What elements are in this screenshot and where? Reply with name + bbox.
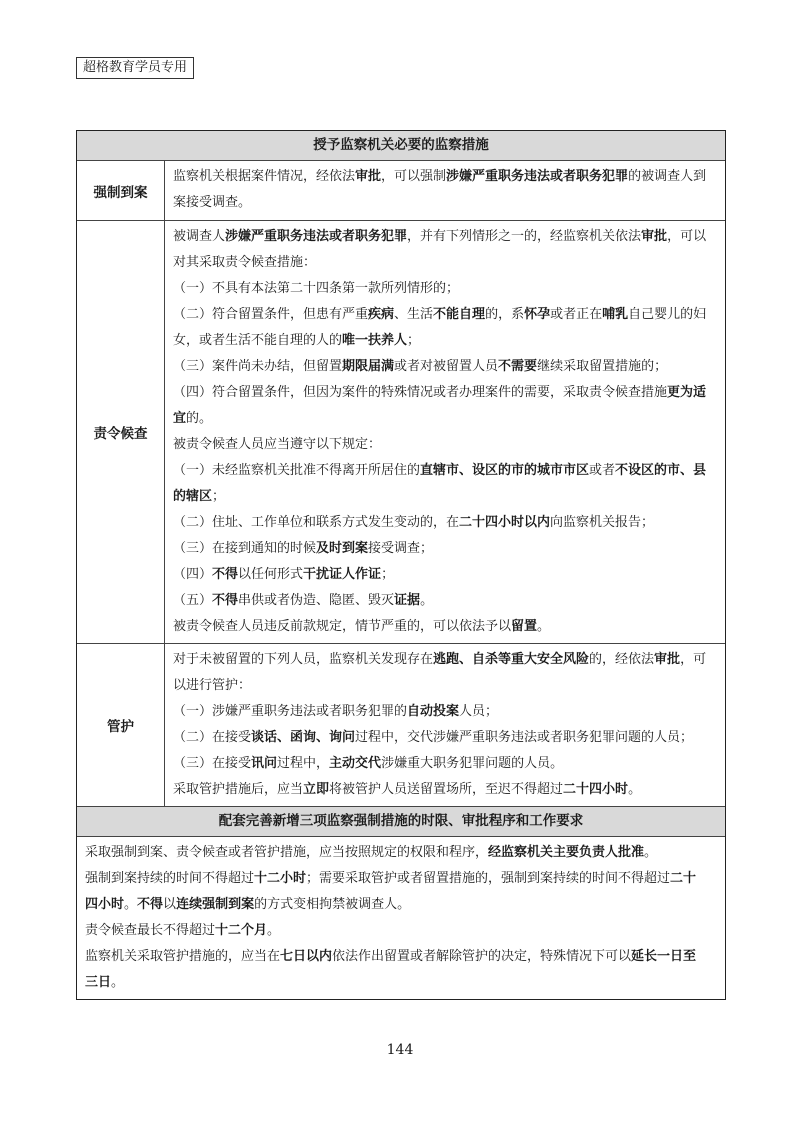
emphasis-text: 讯问 xyxy=(251,756,278,771)
emphasis-text: 四小时 xyxy=(85,897,125,912)
emphasis-text: 涉嫌严重职务违法或者职务犯罪 xyxy=(446,169,629,184)
text-line xyxy=(173,458,717,484)
body-text: 串供或者伪造、隐匿、毁灭 xyxy=(238,593,395,608)
body-text: ，可以 xyxy=(667,229,707,244)
body-text: 采取强制到案、责令候查或者管护措施，应当按照规定的权限和程序， xyxy=(85,845,489,860)
emphasis-text: 不需要 xyxy=(498,359,538,374)
body-text: （二）符合留置条件，但患有严重 xyxy=(173,307,369,322)
body-text: （一）未经监察机关批准不得离开所居住的 xyxy=(173,463,421,478)
emphasis-text: 二十四小时以内 xyxy=(459,515,551,530)
emphasis-text: 延长一日至 xyxy=(631,949,697,964)
emphasis-text: 期限届满 xyxy=(342,359,395,374)
body-text: 。 xyxy=(420,593,434,608)
body-text: ；需要采取管护或者留置措施的，强制到案持续的时间不得超过 xyxy=(306,871,671,886)
body-text: 。 xyxy=(537,619,551,634)
emphasis-text: 不得 xyxy=(212,593,239,608)
body-text: 被责令候查人员违反前款规定，情节严重的，可以依法予以 xyxy=(173,619,512,634)
body-text: 被调查人 xyxy=(173,229,226,244)
section2-title: 配套完善新增三项监察强制措施的时限、审批程序和工作要求 xyxy=(77,807,725,836)
row-content xyxy=(165,221,725,643)
body-text: 自己婴儿的妇 xyxy=(628,307,707,322)
emphasis-text: 十二个月 xyxy=(215,923,268,938)
body-text: （三）在接受 xyxy=(173,756,252,771)
text-line xyxy=(85,918,717,944)
text-line xyxy=(173,250,717,276)
text-line xyxy=(85,970,717,996)
page-number: 144 xyxy=(386,1042,414,1058)
body-text: 责令候查最长不得超过 xyxy=(85,923,216,938)
body-text: 或者正在 xyxy=(550,307,603,322)
emphasis-text: 审批 xyxy=(641,229,668,244)
body-text: 的被调查人到 xyxy=(628,169,707,184)
emphasis-text: 及时到案 xyxy=(316,541,369,556)
row-custody-care xyxy=(77,643,725,806)
row-content xyxy=(165,644,725,806)
body-text: 过程中， xyxy=(277,756,330,771)
body-text: 的。 xyxy=(186,411,213,426)
body-text: 对其采取责令候查措施： xyxy=(173,255,317,270)
body-text: 采取管护措施后，应当 xyxy=(173,782,304,797)
emphasis-text: 审批 xyxy=(654,652,681,667)
body-text: 。 xyxy=(124,897,138,912)
body-text: 涉嫌重大职务犯罪问题的人员。 xyxy=(381,756,564,771)
text-line xyxy=(173,224,717,250)
text-line xyxy=(85,944,717,970)
body-text: 对于未被留置的下列人员，监察机关发现存在 xyxy=(173,652,434,667)
body-text: 监察机关采取管护措施的，应当在 xyxy=(85,949,281,964)
body-text: （一）不具有本法第二十四条第一款所列情形的； xyxy=(173,281,460,296)
text-line xyxy=(173,777,717,803)
text-line xyxy=(173,562,717,588)
body-text: ，可以强制 xyxy=(381,169,447,184)
body-text: ； xyxy=(407,333,421,348)
emphasis-text: 涉嫌严重职务违法或者职务犯罪 xyxy=(225,229,408,244)
row-label: 强制到案 xyxy=(77,161,165,220)
row-ordered-waiting xyxy=(77,220,725,643)
emphasis-text: 连续强制到案 xyxy=(176,897,255,912)
body-text: 。 xyxy=(644,845,658,860)
row-label: 管护 xyxy=(77,644,165,806)
body-text: 过程中，交代涉嫌严重职务违法或者职务犯罪问题的人员； xyxy=(355,730,694,745)
emphasis-text: 经监察机关主要负责人批准 xyxy=(488,845,645,860)
body-text: 以 xyxy=(163,897,177,912)
body-text: ； xyxy=(381,567,395,582)
text-line xyxy=(173,673,717,699)
body-text: 或者对被留置人员 xyxy=(394,359,499,374)
body-text: 、生活 xyxy=(394,307,434,322)
emphasis-text: 怀孕 xyxy=(524,307,551,322)
emphasis-text: 干扰证人作证 xyxy=(303,567,382,582)
body-text: 继续采取留置措施的； xyxy=(537,359,668,374)
body-text: （三）案件尚未办结，但留置 xyxy=(173,359,343,374)
body-text: 案接受调查。 xyxy=(173,195,252,210)
body-text: 。 xyxy=(267,923,281,938)
emphasis-text: 不设区的市、县 xyxy=(615,463,707,478)
body-text: 接受调查； xyxy=(368,541,434,556)
text-line xyxy=(173,510,717,536)
body-text: ，可 xyxy=(680,652,707,667)
section1-header-row xyxy=(77,131,725,160)
text-line xyxy=(173,647,717,673)
body-text: ，并有下列情形之一的，经监察机关依法 xyxy=(407,229,642,244)
text-line xyxy=(173,588,717,614)
body-text: 的，经依法 xyxy=(589,652,655,667)
text-line xyxy=(173,536,717,562)
emphasis-text: 哺乳 xyxy=(602,307,629,322)
body-text: 监察机关根据案件情况，经依法 xyxy=(173,169,356,184)
emphasis-text: 十二小时 xyxy=(254,871,307,886)
emphasis-text: 不得 xyxy=(137,897,164,912)
body-text: （二）在接受 xyxy=(173,730,252,745)
emphasis-text: 审批 xyxy=(355,169,382,184)
row-forced-appearance xyxy=(77,160,725,220)
row-label: 责令候查 xyxy=(77,221,165,643)
emphasis-text: 不能自理 xyxy=(433,307,486,322)
emphasis-text: 三日 xyxy=(85,975,112,990)
emphasis-text: 七日以内 xyxy=(280,949,333,964)
text-line xyxy=(173,380,717,406)
row-content xyxy=(165,161,725,220)
section1-title: 授予监察机关必要的监察措施 xyxy=(77,131,725,160)
body-text: 。 xyxy=(628,782,642,797)
body-text: 被责令候查人员应当遵守以下规定： xyxy=(173,437,382,452)
emphasis-text: 自动投案 xyxy=(407,704,460,719)
text-line xyxy=(173,614,717,640)
emphasis-text: 疾病 xyxy=(368,307,395,322)
body-text: （一）涉嫌严重职务违法或者职务犯罪的 xyxy=(173,704,408,719)
body-text: 或者 xyxy=(589,463,616,478)
text-line xyxy=(173,484,717,510)
body-text: （四）符合留置条件，但因为案件的特殊情况或者办理案件的需要，采取责令候查措施 xyxy=(173,385,668,400)
text-line xyxy=(173,328,717,354)
section2-content xyxy=(77,837,725,999)
text-line xyxy=(173,354,717,380)
body-text: 强制到案持续的时间不得超过 xyxy=(85,871,255,886)
emphasis-text: 二十 xyxy=(670,871,697,886)
emphasis-text: 立即 xyxy=(303,782,330,797)
emphasis-text: 二十四小时 xyxy=(563,782,629,797)
body-text: （四） xyxy=(173,567,213,582)
emphasis-text: 唯一扶养人 xyxy=(342,333,408,348)
body-text: 依法作出留置或者解除管护的决定，特殊情况下可以 xyxy=(332,949,632,964)
body-text: 以进行管护： xyxy=(173,678,252,693)
body-text: （五） xyxy=(173,593,213,608)
emphasis-text: 谈话、函询、询问 xyxy=(251,730,356,745)
emphasis-text: 的辖区 xyxy=(173,489,213,504)
body-text: 的方式变相拘禁被调查人。 xyxy=(254,897,411,912)
text-line xyxy=(173,751,717,777)
body-text: 向监察机关报告； xyxy=(550,515,655,530)
emphasis-text: 更为适 xyxy=(667,385,707,400)
text-line xyxy=(173,699,717,725)
text-line xyxy=(173,432,717,458)
emphasis-text: 直辖市、设区的市的城市市区 xyxy=(420,463,590,478)
section2-header-row xyxy=(77,806,725,836)
body-text: 将被管护人员送留置场所，至迟不得超过 xyxy=(329,782,564,797)
measures-table xyxy=(76,130,726,1000)
emphasis-text: 证据 xyxy=(394,593,421,608)
emphasis-text: 宜 xyxy=(173,411,187,426)
body-text: 以任何形式 xyxy=(238,567,304,582)
body-text: （三）在接到通知的时候 xyxy=(173,541,317,556)
text-line xyxy=(173,276,717,302)
text-line xyxy=(173,406,717,432)
body-text: ； xyxy=(212,489,226,504)
emphasis-text: 留置 xyxy=(511,619,538,634)
text-line xyxy=(85,840,717,866)
body-text: 人员； xyxy=(459,704,499,719)
text-line xyxy=(173,725,717,751)
emphasis-text: 主动交代 xyxy=(329,756,382,771)
text-line xyxy=(173,302,717,328)
section2-content-row xyxy=(77,836,725,999)
body-text: 。 xyxy=(111,975,125,990)
text-line xyxy=(85,892,717,918)
header-tag: 超格教育学员专用 xyxy=(76,57,194,79)
emphasis-text: 不得 xyxy=(212,567,239,582)
body-text: （二）住址、工作单位和联系方式发生变动的，在 xyxy=(173,515,460,530)
text-line xyxy=(173,190,717,216)
text-line xyxy=(85,866,717,892)
body-text: 女，或者生活不能自理的人的 xyxy=(173,333,343,348)
emphasis-text: 逃跑、自杀等重大安全风险 xyxy=(433,652,590,667)
text-line xyxy=(173,164,717,190)
body-text: 的，系 xyxy=(485,307,525,322)
